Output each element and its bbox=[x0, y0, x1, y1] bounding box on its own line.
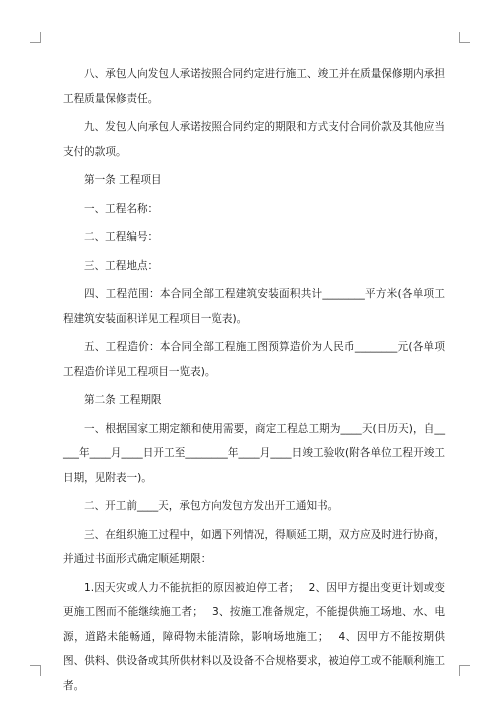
crop-mark-bottom-right bbox=[459, 665, 470, 676]
crop-mark-top-right bbox=[459, 32, 470, 43]
document-body bbox=[63, 62, 445, 702]
project-cost: 五、工程造价：本合同全部工程施工图预算造价为人民币________元(各单项工程造价详见工程项目一览表)。 bbox=[63, 341, 445, 378]
project-scope: 四、工程范围：本合同全部工程建筑安装面积共计________平方米(各单项工程建筑安装面积详见工程项目一览表)。 bbox=[63, 288, 445, 325]
schedule-clause-2: 二、开工前____天，承包方向发包方发出开工通知书。 bbox=[84, 500, 339, 512]
project-number: 二、工程编号： bbox=[84, 231, 159, 243]
schedule-clause-3: 三、在组织施工过程中，如遇下列情况，得顺延工期，双方应及时进行协商，并通过书面形式确定顺延期限： bbox=[63, 528, 445, 565]
article-1-heading: 第一条 工程项目 bbox=[84, 174, 162, 186]
article-2-heading: 第二条 工程期限 bbox=[84, 394, 162, 406]
clause-8: 八、承包人向发包人承诺按照合同约定进行施工、竣工并在质量保修期内承担工程质量保修责任。 bbox=[63, 68, 445, 105]
clause-9: 九、发包人向承包人承诺按照合同约定的期限和方式支付合同价款及其他应当支付的款项。 bbox=[63, 121, 445, 158]
project-location: 三、工程地点： bbox=[84, 259, 159, 272]
project-name: 一、工程名称： bbox=[84, 202, 159, 215]
crop-mark-top-left bbox=[30, 32, 41, 43]
schedule-clause-1: 一、根据国家工期定额和使用需要，商定工程总工期为____天(日历天)，自_____年____月____日开工至________年____月____日竣工验收(附各单位工程开竣工日期，见附表一)。 bbox=[63, 422, 445, 484]
delay-conditions: 1.因天灾或人力不能抗拒的原因被迫停工者； 2、因甲方提出变更计划或变更施工图而不能继续施工者； 3、按施工准备规定，不能提供施工场地、水、电源，道路未能畅通，障碍物未能清除，影响场地施工； 4、因甲方不能按期供图、供料、供设备或其所供材料以及设备不合规格要求，被迫停工或不能顺利施工者。 bbox=[63, 581, 445, 692]
crop-mark-bottom-left bbox=[30, 665, 41, 676]
